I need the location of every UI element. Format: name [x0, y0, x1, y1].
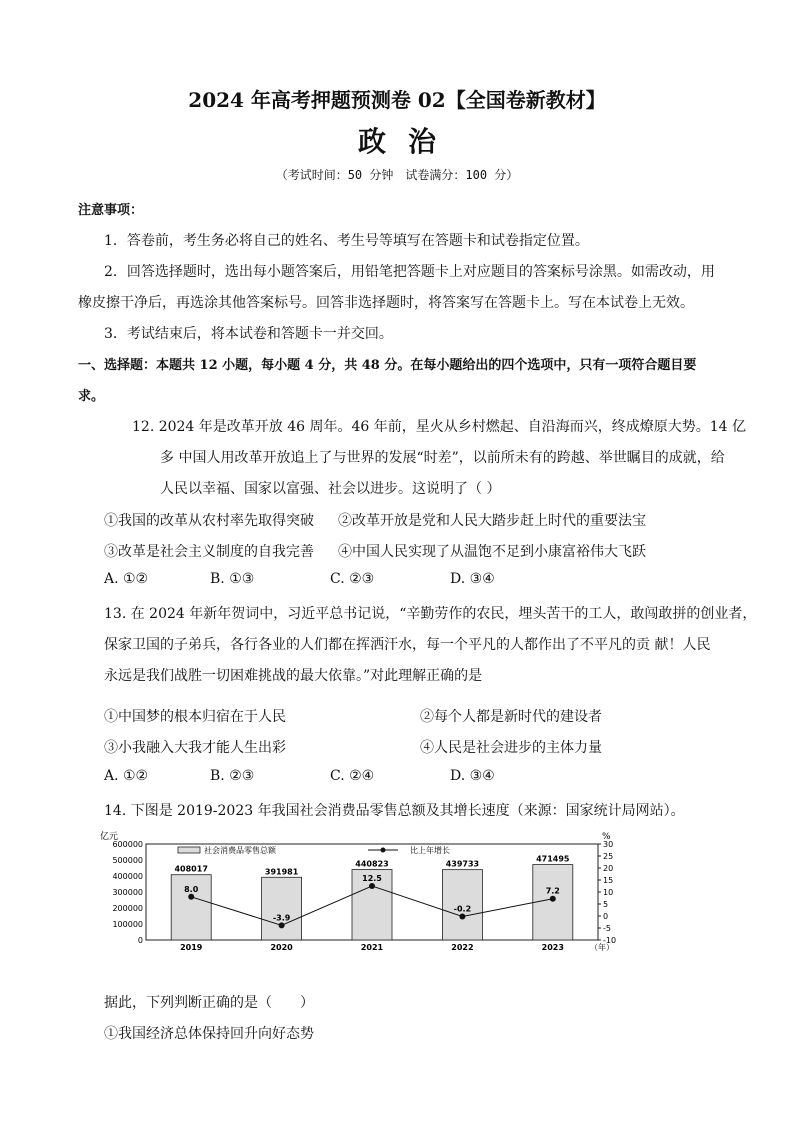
left-tick-label: 600000 — [112, 840, 143, 849]
left-tick-label: 200000 — [112, 904, 143, 913]
bar-2023 — [533, 865, 573, 940]
q12-choice-a: A. ①② — [104, 571, 149, 587]
q12-stem-line-2: 多 中国人用改革开放追上了与世界的发展“时差”，以前所未有的跨越、举世瞩目的成就，给 — [160, 450, 725, 466]
note-item-2-cont: 橡皮擦干净后，再选涂其他答案标号。回答非选择题时，将答案写在答题卡上。写在本试卷上无效。 — [78, 295, 694, 311]
note-item-3: 3．考试结束后，将本试卷和答题卡一并交回。 — [104, 326, 393, 342]
growth-rate-point — [550, 896, 556, 902]
legend-bar-label: 社会消费品零售总额 — [204, 846, 276, 855]
q12-option-2: ②改革开放是党和人民大踏步赶上时代的重要法宝 — [338, 513, 646, 529]
x-tick-label: 2019 — [180, 943, 203, 952]
q13-option-2: ②每个人都是新时代的建设者 — [420, 709, 602, 725]
q12-option-3: ③改革是社会主义制度的自我完善 — [104, 544, 314, 560]
left-tick-label: 500000 — [112, 856, 143, 865]
exam-title: 2024 年高考押题预测卷 02【全国卷新教材】 — [188, 88, 606, 112]
section-heading-cont: 求。 — [78, 389, 105, 404]
chart-svg — [98, 830, 634, 956]
q12-choice-b: B. ①③ — [210, 571, 255, 587]
x-axis-unit: （年） — [590, 943, 614, 952]
bar-2020 — [262, 877, 302, 940]
growth-rate-point — [279, 922, 285, 928]
q14-prompt: 据此，下列判断正确的是（ ） — [104, 995, 314, 1011]
q13-option-3: ③小我融入大我才能人生出彩 — [104, 740, 286, 756]
q13-choice-b: B. ②③ — [210, 768, 255, 784]
notes-heading: 注意事项： — [78, 203, 144, 218]
right-tick-label: -10 — [603, 936, 617, 945]
q13-stem-line-1: 13. 在 2024 年新年贺词中，习近平总书记说，“辛勤劳作的农民，埋头苦干的工人，敢闯敢拼的创业者， — [104, 606, 757, 622]
q14-option-1: ①我国经济总体保持回升向好态势 — [104, 1026, 314, 1042]
bar-value-label: 408017 — [174, 864, 208, 874]
growth-rate-label: 12.5 — [362, 874, 382, 883]
right-tick-label: 20 — [603, 864, 614, 873]
bar-value-label: 440823 — [355, 859, 389, 869]
legend-line-marker — [381, 848, 386, 853]
x-tick-label: 2022 — [451, 943, 474, 952]
left-tick-label: 300000 — [112, 888, 143, 897]
bar-value-label: 391981 — [264, 867, 299, 877]
right-tick-label: 5 — [603, 900, 609, 909]
right-axis-unit: % — [602, 832, 611, 842]
right-tick-label: 0 — [603, 912, 609, 921]
q13-option-1: ①中国梦的根本归宿在于人民 — [104, 709, 286, 725]
right-tick-label: 25 — [603, 852, 614, 861]
left-tick-label: 400000 — [112, 872, 143, 881]
note-item-2: 2．回答选择题时，选出每小题答案后，用铅笔把答题卡上对应题目的答案标号涂黑。如需改动，用 — [104, 264, 715, 280]
q14-stem: 14. 下图是 2019-2023 年我国社会消费品零售总额及其增长速度（来源：国家统计局网站）。 — [104, 803, 685, 819]
section-heading: 一、选择题：本题共 12 小题，每小题 4 分，共 48 分。在每小题给出的四个选项中，只有一项符合题目要 — [78, 358, 697, 373]
x-tick-label: 2020 — [270, 943, 293, 952]
right-tick-label: 15 — [603, 876, 614, 885]
growth-rate-label: 7.2 — [545, 886, 560, 896]
left-tick-label: 100000 — [112, 920, 143, 929]
left-tick-label: 0 — [137, 936, 143, 945]
growth-rate-label: 8.0 — [184, 884, 199, 894]
q13-stem-line-2: 保家卫国的子弟兵，各行各业的人们都在挥洒汗水，每一个平凡的人都作出了不平凡的贡 献！人民 — [104, 637, 711, 653]
left-axis-unit: 亿元 — [100, 832, 119, 842]
bar-value-label: 471495 — [536, 854, 570, 864]
q12-stem-line-3: 人民以幸福、国家以富强、社会以进步。这说明了（ ） — [160, 481, 501, 497]
q13-stem-line-3: 永远是我们战胜一切困难挑战的最大依靠。”对此理解正确的是 — [104, 668, 483, 684]
q13-choice-a: A. ①② — [104, 768, 149, 784]
right-tick-label: -5 — [603, 924, 611, 933]
growth-rate-label: -3.9 — [272, 913, 291, 923]
q12-choice-c: C. ②③ — [330, 571, 375, 587]
right-tick-label: 30 — [603, 840, 614, 849]
right-tick-label: 10 — [603, 888, 614, 897]
q12-stem-line-1: 12. 2024 年是改革开放 46 周年。46 年前，星火从乡村燃起、自沿海而兴，终成燎原大势。14 亿 — [132, 419, 747, 435]
q13-choice-c: C. ②④ — [330, 768, 375, 784]
q13-choice-d: D. ③④ — [450, 768, 495, 784]
note-item-1: 1．答卷前，考生务必将自己的姓名、考生号等填写在答题卡和试卷指定位置。 — [104, 233, 589, 249]
retail-sales-chart — [98, 830, 634, 956]
subject-title: 政治 — [357, 125, 458, 158]
bar-value-label: 439733 — [445, 859, 480, 869]
exam-info: （考试时间：50 分钟 试卷满分：100 分） — [275, 168, 519, 182]
growth-rate-point — [188, 894, 194, 900]
growth-rate-point — [369, 883, 375, 889]
x-tick-label: 2021 — [360, 943, 384, 952]
growth-rate-label: -0.2 — [453, 904, 472, 914]
legend-bar-swatch — [178, 847, 200, 853]
x-tick-label: 2023 — [541, 943, 564, 952]
q13-option-4: ④人民是社会进步的主体力量 — [420, 740, 602, 756]
q12-option-1: ①我国的改革从农村率先取得突破 — [104, 513, 314, 529]
growth-rate-point — [459, 913, 465, 919]
q12-option-4: ④中国人民实现了从温饱不足到小康富裕伟大飞跃 — [338, 544, 646, 560]
q12-choice-d: D. ③④ — [450, 571, 495, 587]
legend-line-label: 比上年增长 — [410, 846, 450, 855]
